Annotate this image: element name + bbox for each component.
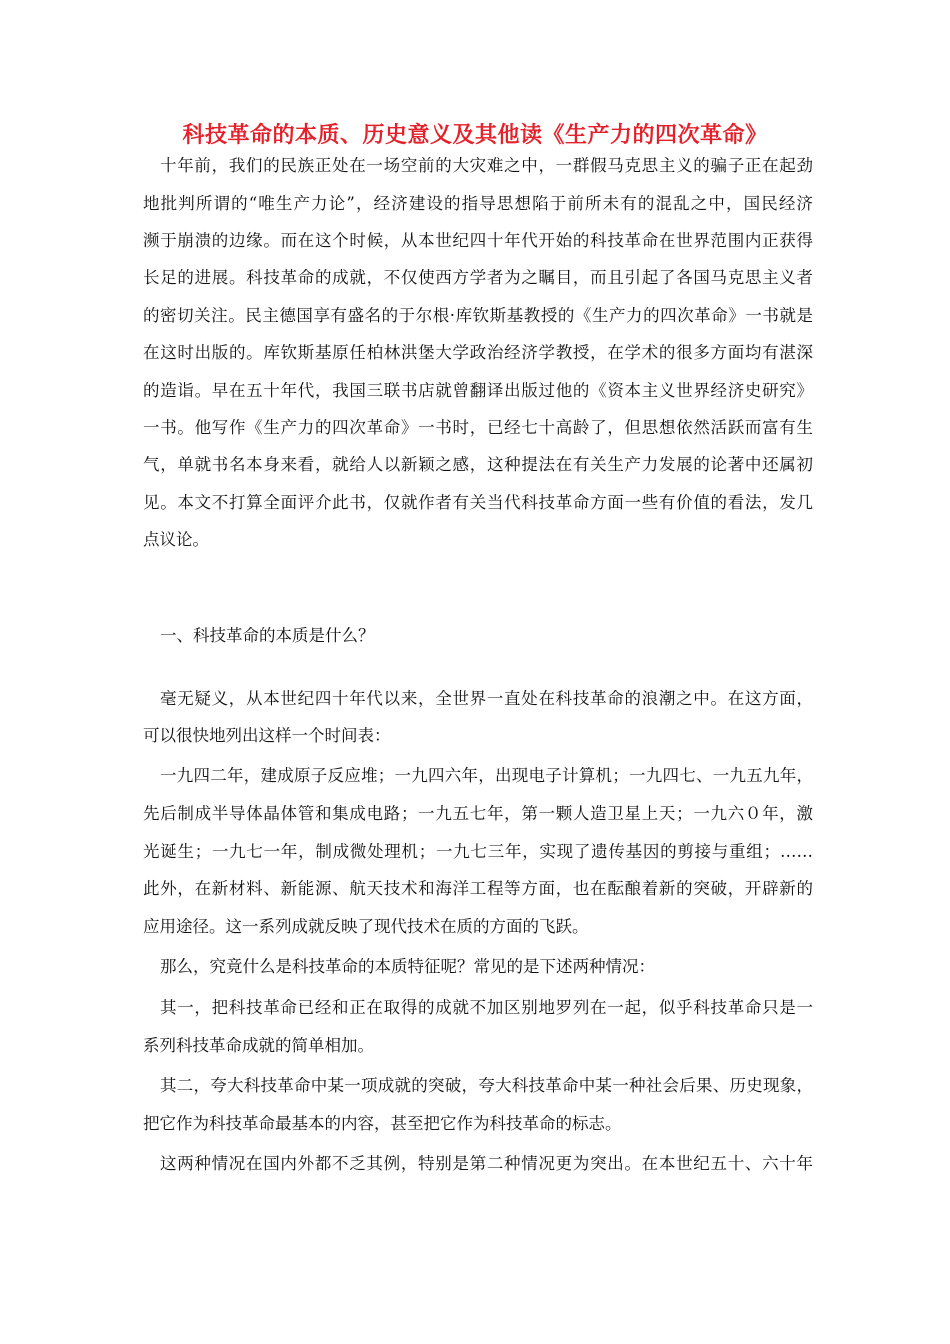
paragraph-line: 十年前，我们的民族正处在一场空前的大灾难之中，一群假马克思主义的骗子正在起劲 (160, 156, 813, 175)
paragraph-line: 的造诣。早在五十年代，我国三联书店就曾翻译出版过他的《资本主义世界经济史研究》 (143, 381, 813, 400)
paragraph-line: 先后制成半导体晶体管和集成电路；一九五七年，第一颗人造卫星上天；一九六０年，激 (143, 804, 813, 823)
paragraph-line: 光诞生；一九七一年，制成微处理机；一九七三年，实现了遗传基因的剪接与重组；…… (143, 842, 813, 861)
paragraph-line: 濒于崩溃的边缘。而在这个时候，从本世纪四十年代开始的科技革命在世界范围内正获得 (143, 231, 813, 250)
paragraph-line: 的密切关注。民主德国享有盛名的于尔根·库钦斯基教授的《生产力的四次革命》一书就是 (143, 306, 813, 325)
paragraph-line: 气，单就书名本身来看，就给人以新颖之感，这种提法在有关生产力发展的论著中还属初 (143, 455, 813, 474)
paragraph-line: 在这时出版的。库钦斯基原任柏林洪堡大学政治经济学教授，在学术的很多方面均有湛深 (143, 343, 813, 362)
paragraph-line: 毫无疑义，从本世纪四十年代以来，全世界一直处在科技革命的浪潮之中。在这方面， (160, 689, 813, 708)
paragraph-line: 长足的进展。科技革命的成就，不仅使西方学者为之瞩目，而且引起了各国马克思主义者 (143, 268, 813, 287)
paragraph-line: 这两种情况在国内外都不乏其例，特别是第二种情况更为突出。在本世纪五十、六十年 (160, 1154, 813, 1173)
paragraph-line: 一九四二年，建成原子反应堆；一九四六年，出现电子计算机；一九四七、一九五九年， (160, 766, 813, 785)
paragraph-line: 见。本文不打算全面评介此书，仅就作者有关当代科技革命方面一些有价值的看法，发几 (143, 493, 813, 512)
paragraph-line: 其一，把科技革命已经和正在取得的成就不加区别地罗列在一起，似乎科技革命只是一 (160, 998, 813, 1017)
paragraph-line: 其二，夸大科技革命中某一项成就的突破，夸大科技革命中某一种社会后果、历史现象， (160, 1076, 813, 1095)
paragraph-line: 一书。他写作《生产力的四次革命》一书时，已经七十高龄了，但思想依然活跃而富有生 (143, 418, 813, 437)
paragraph-line: 把它作为科技革命最基本的内容，甚至把它作为科技革命的标志。 (143, 1114, 622, 1133)
paragraph-line: 点议论。 (143, 530, 209, 549)
paragraph-line: 系列科技革命成就的简单相加。 (143, 1036, 374, 1055)
paragraph-line: 那么，究竟什么是科技革命的本质特征呢？常见的是下述两种情况： (160, 957, 655, 976)
paragraph-line: 可以很快地列出这样一个时间表： (143, 726, 391, 745)
paragraph-line: 此外，在新材料、新能源、航天技术和海洋工程等方面，也在酝酿着新的突破，开辟新的 (143, 879, 813, 898)
paragraph-line: 应用途径。这一系列成就反映了现代技术在质的方面的飞跃。 (143, 917, 589, 936)
paragraph-line: 地批判所谓的“唯生产力论”，经济建设的指导思想陷于前所未有的混乱之中，国民经济 (143, 194, 813, 213)
document-title: 科技革命的本质、历史意义及其他读《生产力的四次革命》 (182, 122, 768, 148)
section-heading: 一、科技革命的本质是什么？ (160, 626, 375, 645)
